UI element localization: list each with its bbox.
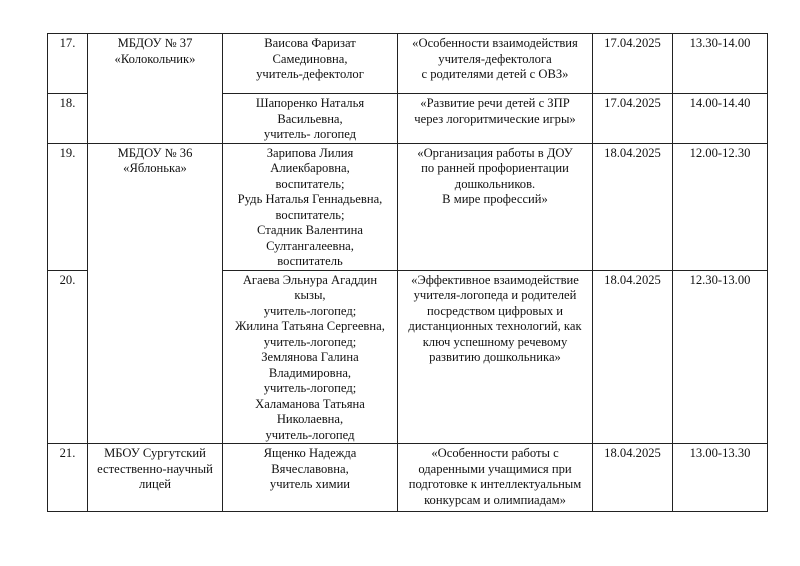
org-line: МБДОУ № 37 bbox=[117, 36, 193, 50]
person-line: Алиекбаровна, bbox=[270, 161, 350, 175]
topic-line: подготовке к интеллектуальным bbox=[408, 477, 582, 491]
person-cell bbox=[223, 143, 398, 270]
date-cell: 17.04.2025 bbox=[593, 94, 673, 144]
person-cell bbox=[223, 94, 398, 144]
date-cell: 17.04.2025 bbox=[593, 34, 673, 94]
organization-cell bbox=[88, 34, 223, 144]
schedule-table bbox=[47, 33, 768, 512]
person-line: Зарипова Лилия bbox=[266, 145, 354, 160]
person-line: учитель-логопед bbox=[265, 427, 355, 442]
row-number: 19. bbox=[48, 143, 88, 270]
topic-line: развитию дошкольника» bbox=[429, 350, 561, 364]
table-row bbox=[48, 143, 768, 270]
topic-line: «Эффективное взаимодействие bbox=[411, 272, 579, 287]
org-line: естественно-научный bbox=[97, 461, 213, 476]
topic-cell bbox=[398, 143, 593, 270]
person-line: Жилина Татьяна Сергеевна, bbox=[235, 319, 385, 333]
topic-cell bbox=[398, 444, 593, 512]
person-line: учитель-логопед; bbox=[263, 334, 357, 349]
row-number: 20. bbox=[48, 270, 88, 444]
topic-line: учителя-логопеда и родителей bbox=[413, 288, 577, 302]
person-cell bbox=[223, 34, 398, 94]
org-line: лицей bbox=[138, 477, 172, 491]
time-cell: 12.30-13.00 bbox=[673, 270, 768, 444]
person-line: Ященко Надежда bbox=[263, 446, 357, 460]
topic-line: по ранней профориентации bbox=[421, 161, 569, 175]
person-line: Вячеславовна, bbox=[271, 461, 349, 476]
person-line: воспитатель; bbox=[275, 176, 345, 191]
person-line: Ваисова Фаризат bbox=[264, 36, 356, 50]
topic-line: посредством цифровых и bbox=[426, 303, 564, 318]
person-line: Самединовна, bbox=[272, 51, 348, 66]
topic-line: «Особенности взаимодействия bbox=[412, 36, 578, 50]
person-cell bbox=[223, 444, 398, 512]
org-line: «Колокольчик» bbox=[114, 51, 196, 66]
topic-line: дошкольников. bbox=[454, 176, 536, 191]
person-line: Землянова Галина bbox=[261, 350, 359, 364]
topic-line: дистанционных технологий, как bbox=[408, 319, 582, 333]
topic-line: учителя-дефектолога bbox=[438, 51, 552, 66]
person-line: Владимировна, bbox=[268, 365, 352, 380]
person-line: учитель-логопед; bbox=[263, 381, 357, 395]
person-line: учитель химии bbox=[269, 477, 351, 491]
person-line: Стадник Валентина bbox=[257, 223, 363, 237]
person-line: Васильевна, bbox=[277, 111, 343, 126]
table-row bbox=[48, 444, 768, 512]
person-line: Шапоренко Наталья bbox=[255, 96, 365, 110]
organization-cell bbox=[88, 444, 223, 512]
person-line: кызы, bbox=[294, 288, 326, 302]
topic-line: «Особенности работы с bbox=[431, 446, 559, 460]
topic-cell bbox=[398, 34, 593, 94]
time-cell: 13.00-13.30 bbox=[673, 444, 768, 512]
person-line: Агаева Эльнура Агаддин bbox=[242, 272, 378, 287]
topic-line: «Развитие речи детей с ЗПР bbox=[420, 96, 570, 110]
time-cell: 13.30-14.00 bbox=[673, 34, 768, 94]
person-line: Халаманова Татьяна bbox=[255, 396, 365, 411]
topic-line: конкурсам и олимпиадам» bbox=[424, 492, 566, 507]
person-line: Рудь Наталья Геннадьевна, bbox=[237, 192, 383, 206]
topic-line: одаренными учащимися при bbox=[418, 461, 572, 476]
topic-cell bbox=[398, 270, 593, 444]
person-line: учитель-логопед; bbox=[263, 303, 357, 318]
topic-line: ключ успешному речевому bbox=[422, 334, 568, 349]
person-line: учитель- логопед bbox=[263, 127, 357, 141]
topic-line: «Организация работы в ДОУ bbox=[417, 145, 573, 160]
row-number: 21. bbox=[48, 444, 88, 512]
person-cell bbox=[223, 270, 398, 444]
row-number: 17. bbox=[48, 34, 88, 94]
person-line: Николаевна, bbox=[276, 412, 344, 426]
time-cell: 14.00-14.40 bbox=[673, 94, 768, 144]
row-number: 18. bbox=[48, 94, 88, 144]
org-line: МБДОУ № 36 bbox=[117, 145, 193, 160]
date-cell: 18.04.2025 bbox=[593, 444, 673, 512]
person-line: Султангалеевна, bbox=[266, 238, 354, 253]
org-line: МБОУ Сургутский bbox=[104, 446, 206, 460]
person-line: воспитатель; bbox=[275, 207, 345, 222]
time-cell: 12.00-12.30 bbox=[673, 143, 768, 270]
person-line: воспитатель bbox=[277, 254, 343, 268]
date-cell: 18.04.2025 bbox=[593, 143, 673, 270]
person-line: учитель-дефектолог bbox=[256, 67, 364, 81]
organization-cell bbox=[88, 143, 223, 444]
topic-line: через логоритмические игры» bbox=[414, 111, 576, 126]
org-line: «Яблонька» bbox=[123, 161, 187, 175]
topic-cell bbox=[398, 94, 593, 144]
date-cell: 18.04.2025 bbox=[593, 270, 673, 444]
topic-line: В мире профессий» bbox=[442, 192, 548, 206]
table-row bbox=[48, 34, 768, 94]
topic-line: с родителями детей с ОВЗ» bbox=[421, 67, 569, 81]
